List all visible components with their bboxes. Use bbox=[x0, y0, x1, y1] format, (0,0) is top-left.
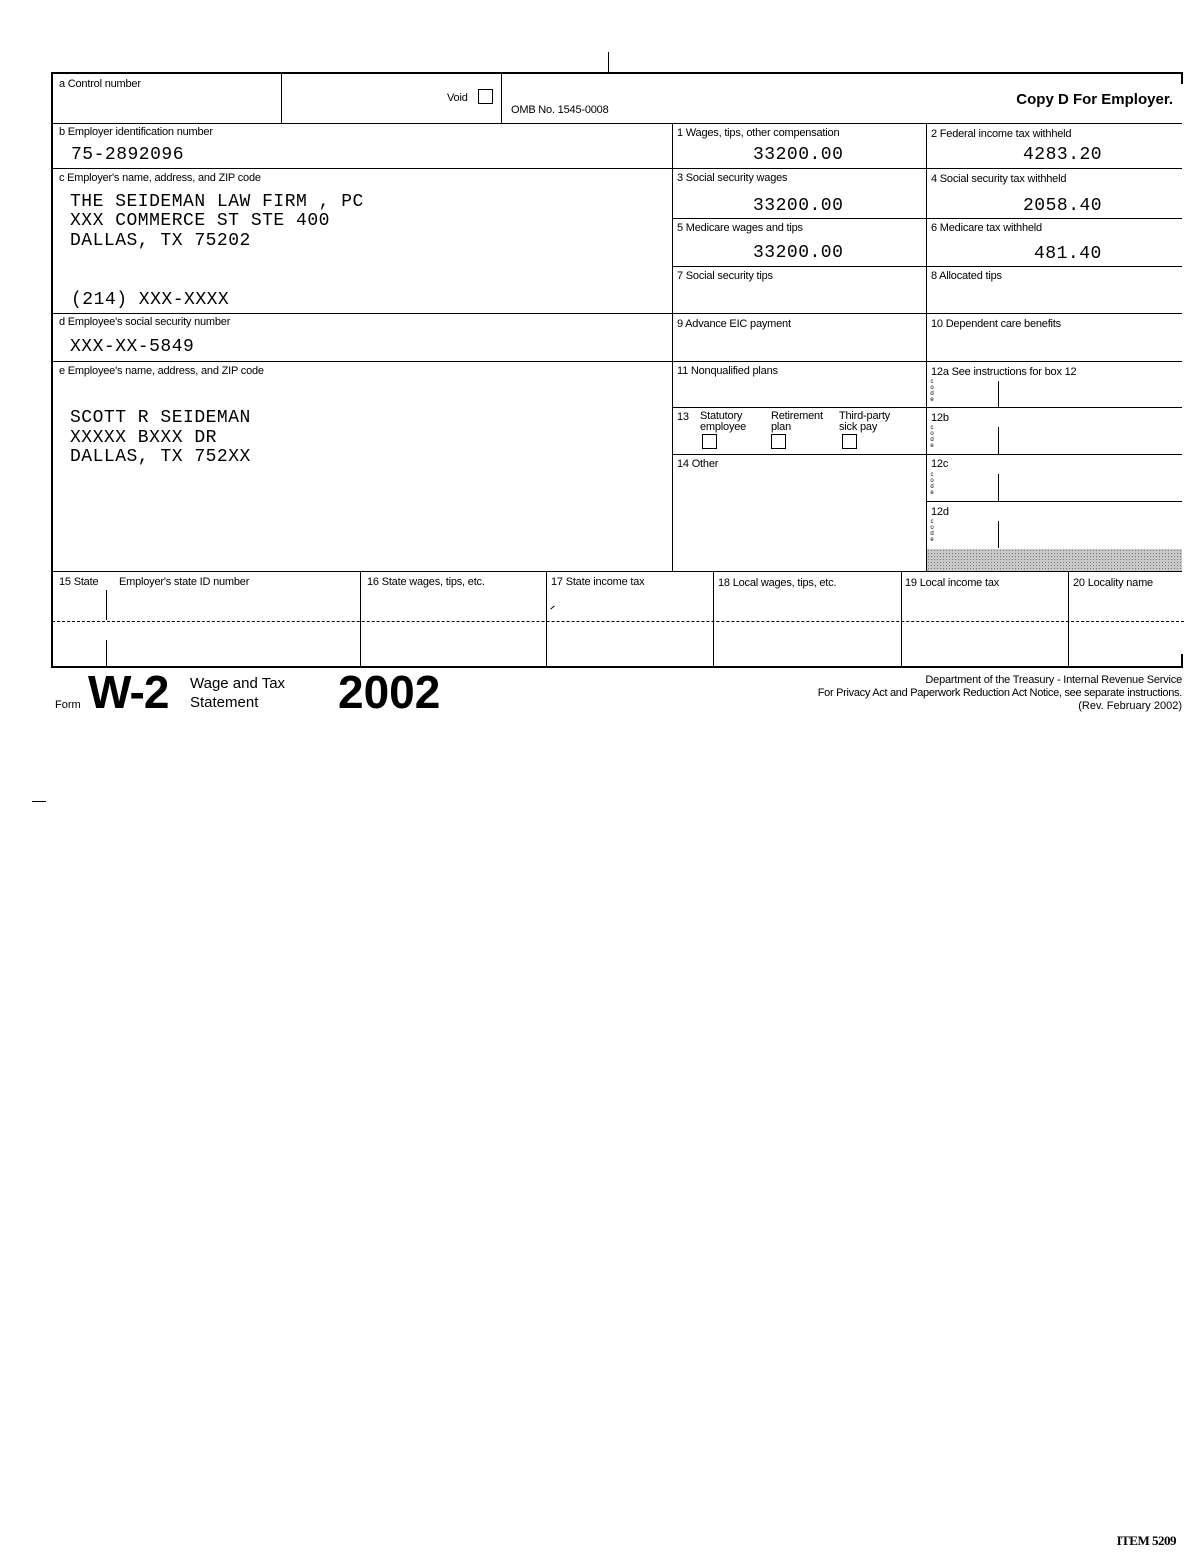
code-sep-12a bbox=[998, 381, 999, 407]
state-sep-16 bbox=[360, 572, 361, 667]
top-tick bbox=[608, 52, 609, 72]
top-border bbox=[52, 72, 1183, 74]
form-year: 2002 bbox=[338, 666, 441, 718]
code-letter: d bbox=[930, 391, 934, 397]
box-c-label: c Employer's name, address, and ZIP code bbox=[59, 172, 261, 184]
sep-a-void bbox=[281, 73, 282, 123]
code-sep-12d bbox=[998, 521, 999, 548]
employer-line-3: DALLAS, TX 75202 bbox=[70, 231, 251, 251]
box7-label: 7 Social security tips bbox=[677, 270, 773, 282]
box13-thirdparty-line1: Third-party bbox=[839, 410, 890, 422]
box12a-label: 12a See instructions for box 12 bbox=[931, 366, 1077, 378]
void-checkbox[interactable] bbox=[478, 89, 493, 104]
sep-5-7 bbox=[672, 266, 1182, 267]
sep-d-e bbox=[52, 361, 1182, 362]
third-party-sick-pay-checkbox[interactable] bbox=[842, 434, 857, 449]
sep-state-row bbox=[52, 571, 1182, 572]
sep-3-5 bbox=[672, 218, 1182, 219]
box13-retirement-line2: plan bbox=[771, 421, 791, 433]
code-sep-12b bbox=[998, 427, 999, 454]
box14-label: 14 Other bbox=[677, 458, 719, 470]
state-dashed-line bbox=[52, 621, 1184, 622]
employee-line-1: SCOTT R SEIDEMAN bbox=[70, 408, 251, 428]
box4-label: 4 Social security tax withheld bbox=[931, 173, 1067, 185]
right-bottom-tick bbox=[1181, 654, 1183, 667]
state-code-tick-1 bbox=[106, 590, 107, 620]
box-a-label: a Control number bbox=[59, 78, 141, 90]
box13-number: 13 bbox=[677, 411, 689, 423]
code-letter: o bbox=[930, 525, 934, 531]
sep-b-c bbox=[52, 168, 672, 169]
rev-line: (Rev. February 2002) bbox=[1078, 700, 1182, 712]
item-label: ITEM 5209 bbox=[1116, 1533, 1176, 1548]
form-name: W-2 bbox=[88, 666, 169, 718]
omb-label: OMB No. 1545-0008 bbox=[511, 104, 609, 116]
state-sep-17 bbox=[546, 572, 547, 667]
sep-12c-12d bbox=[926, 501, 1182, 502]
void-label: Void bbox=[447, 92, 468, 104]
box12b-label: 12b bbox=[931, 412, 949, 424]
code-letter: o bbox=[930, 385, 934, 391]
right-top-tick bbox=[1181, 74, 1183, 84]
code-letter: o bbox=[930, 478, 934, 484]
box17-label: 17 State income tax bbox=[551, 576, 645, 588]
box-b-label: b Employer identification number bbox=[59, 126, 213, 138]
box3-label: 3 Social security wages bbox=[677, 172, 788, 184]
box18-label: 18 Local wages, tips, etc. bbox=[718, 577, 837, 589]
box-e-label: e Employee's name, address, and ZIP code bbox=[59, 365, 264, 377]
copy-label: Copy D For Employer. bbox=[1016, 91, 1173, 108]
state-sep-18 bbox=[713, 572, 714, 667]
employer-line-2: XXX COMMERCE ST STE 400 bbox=[70, 211, 330, 231]
code-letter: c bbox=[930, 379, 934, 385]
box13-thirdparty-line2: sick pay bbox=[839, 421, 878, 433]
sep-13-14 bbox=[672, 454, 1182, 455]
code-letter: e bbox=[930, 490, 934, 496]
sep-void-omb bbox=[501, 73, 502, 123]
box12c-label: 12c bbox=[931, 458, 949, 470]
code-letter: d bbox=[930, 437, 934, 443]
code-letter: o bbox=[930, 431, 934, 437]
box4-value: 2058.40 bbox=[1023, 196, 1103, 216]
shaded-strip bbox=[927, 549, 1182, 571]
box-d-value: XXX-XX-5849 bbox=[70, 337, 195, 357]
code-letter: c bbox=[930, 472, 934, 478]
employee-line-2: XXXXX BXXX DR bbox=[70, 428, 217, 448]
box2-label: 2 Federal income tax withheld bbox=[931, 128, 1072, 140]
code-letter: c bbox=[930, 519, 934, 525]
box5-value: 33200.00 bbox=[753, 243, 844, 263]
code-letter: d bbox=[930, 484, 934, 490]
form-word: Form bbox=[55, 699, 81, 711]
box16-label: 16 State wages, tips, etc. bbox=[367, 576, 485, 588]
left-border bbox=[51, 72, 53, 668]
box2-value: 4283.20 bbox=[1023, 145, 1103, 165]
code-letter: c bbox=[930, 425, 934, 431]
box3-value: 33200.00 bbox=[753, 196, 844, 216]
privacy-line: For Privacy Act and Paperwork Reduction Act Notice, see separate instructions. bbox=[817, 687, 1182, 699]
row1-bottom bbox=[52, 123, 1182, 124]
box-d-label: d Employee's social security number bbox=[59, 316, 231, 328]
box15-label: 15 State bbox=[59, 576, 99, 588]
box6-label: 6 Medicare tax withheld bbox=[931, 222, 1042, 234]
box13-statutory-line1: Statutory bbox=[700, 410, 743, 422]
right-vertical bbox=[926, 123, 927, 572]
box1-value: 33200.00 bbox=[753, 145, 844, 165]
form-title-line1: Wage and Tax bbox=[190, 675, 286, 692]
box5-label: 5 Medicare wages and tips bbox=[677, 222, 803, 234]
box8-label: 8 Allocated tips bbox=[931, 270, 1002, 282]
dept-line: Department of the Treasury - Internal Revenue Service bbox=[925, 674, 1182, 686]
sep-1-3 bbox=[672, 168, 1182, 169]
code-sep-12c bbox=[998, 474, 999, 501]
employer-line-1: THE SEIDEMAN LAW FIRM , PC bbox=[70, 192, 364, 212]
state-code-tick-2 bbox=[106, 640, 107, 666]
employer-phone: (214) XXX-XXXX bbox=[71, 290, 230, 310]
code-letter: e bbox=[930, 397, 934, 403]
box-b-value: 75-2892096 bbox=[71, 145, 185, 165]
sep-11-13 bbox=[672, 407, 1182, 408]
box9-label: 9 Advance EIC payment bbox=[677, 318, 791, 330]
box10-label: 10 Dependent care benefits bbox=[931, 318, 1061, 330]
code-letter: d bbox=[930, 531, 934, 537]
form-title-line2: Statement bbox=[190, 694, 259, 711]
small-tick-mark bbox=[550, 606, 554, 610]
sep-c-d bbox=[52, 313, 1182, 314]
code-letter: e bbox=[930, 537, 934, 543]
retirement-plan-checkbox[interactable] bbox=[771, 434, 786, 449]
bottom-border bbox=[51, 666, 1183, 668]
box13-statutory-line2: employee bbox=[700, 421, 747, 433]
state-sep-20 bbox=[1068, 572, 1069, 667]
box13-retirement-line1: Retirement bbox=[771, 410, 823, 422]
box15-id-label: Employer's state ID number bbox=[119, 576, 250, 588]
box11-label: 11 Nonqualified plans bbox=[677, 365, 778, 377]
margin-dash bbox=[32, 801, 46, 802]
box20-label: 20 Locality name bbox=[1073, 577, 1153, 589]
code-letter: e bbox=[930, 443, 934, 449]
employee-line-3: DALLAS, TX 752XX bbox=[70, 447, 251, 467]
box19-label: 19 Local income tax bbox=[905, 577, 1000, 589]
box12d-label: 12d bbox=[931, 506, 949, 518]
state-sep-19 bbox=[901, 572, 902, 667]
box1-label: 1 Wages, tips, other compensation bbox=[677, 127, 840, 139]
box6-value: 481.40 bbox=[1034, 244, 1102, 264]
statutory-employee-checkbox[interactable] bbox=[702, 434, 717, 449]
mid-vertical bbox=[672, 123, 673, 572]
